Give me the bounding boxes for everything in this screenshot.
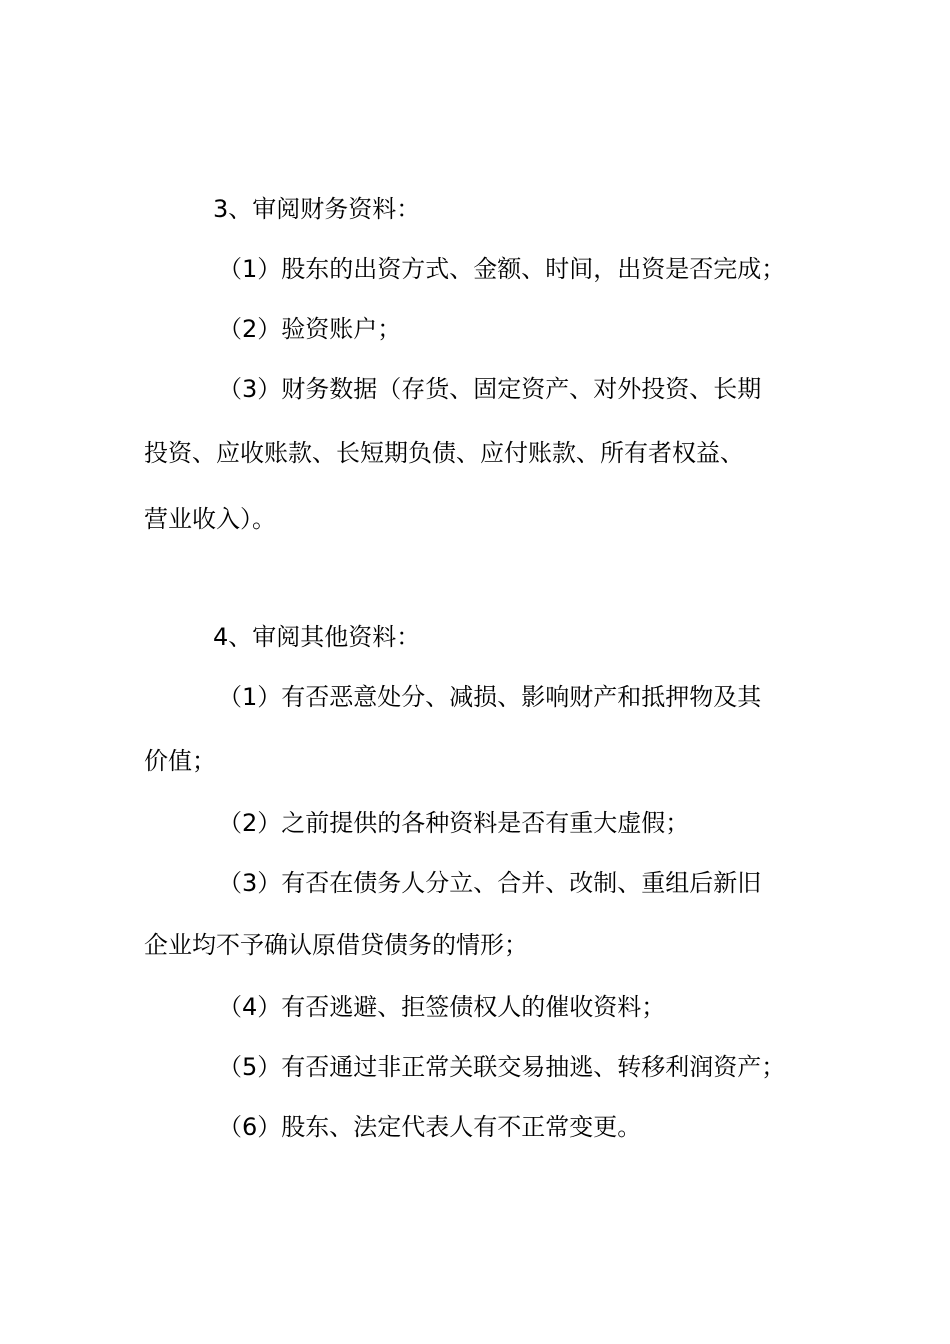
list-item-continuation: 营业收入）。 bbox=[144, 505, 276, 533]
list-item: （5）有否通过非正常关联交易抽逃、转移利润资产； bbox=[218, 1053, 786, 1081]
list-item-continuation: 企业均不予确认原借贷债务的情形； bbox=[144, 931, 528, 959]
list-item-continuation: 价值； bbox=[144, 747, 216, 775]
list-item: （1）股东的出资方式、金额、时间，出资是否完成； bbox=[218, 255, 786, 283]
list-item: （3）有否在债务人分立、合并、改制、重组后新旧 bbox=[218, 869, 762, 897]
list-item: （1）有否恶意处分、减损、影响财产和抵押物及其 bbox=[218, 683, 762, 711]
list-item: （4）有否逃避、拒签债权人的催收资料； bbox=[218, 993, 666, 1021]
section-heading: 3、审阅财务资料： bbox=[213, 195, 421, 223]
list-item: （3）财务数据（存货、固定资产、对外投资、长期 bbox=[218, 375, 762, 403]
list-item: （6）股东、法定代表人有不正常变更。 bbox=[218, 1113, 642, 1141]
section-heading: 4、审阅其他资料： bbox=[213, 623, 421, 651]
list-item-continuation: 投资、应收账款、长短期负债、应付账款、所有者权益、 bbox=[144, 439, 744, 467]
list-item: （2）之前提供的各种资料是否有重大虚假； bbox=[218, 809, 690, 837]
list-item: （2）验资账户； bbox=[218, 315, 402, 343]
